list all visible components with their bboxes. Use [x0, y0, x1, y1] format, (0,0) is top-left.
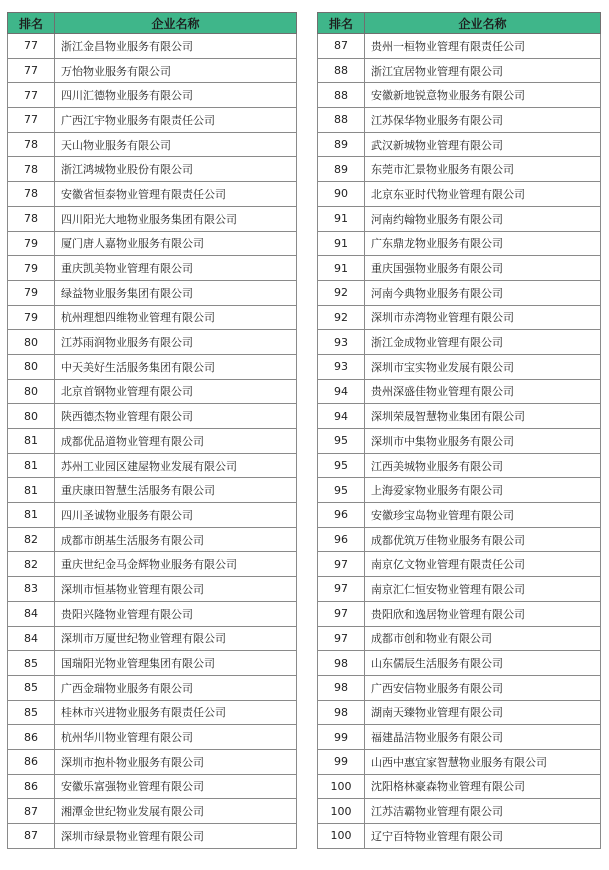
company-name-cell: 成都优筑万佳物业服务有限公司 [365, 527, 601, 552]
company-name-cell: 江苏洁霸物业管理有限公司 [365, 799, 601, 824]
company-name-cell: 北京东亚时代物业管理有限公司 [365, 182, 601, 207]
table-row [318, 725, 601, 750]
rank-cell: 81 [8, 429, 55, 454]
table-row [318, 675, 601, 700]
rank-cell: 84 [8, 626, 55, 651]
rank-cell: 79 [8, 280, 55, 305]
table-row [8, 83, 297, 108]
company-name-cell: 贵州深盛佳物业管理有限公司 [365, 379, 601, 404]
rank-cell: 81 [8, 453, 55, 478]
rank-cell: 78 [8, 157, 55, 182]
table-row [8, 774, 297, 799]
rank-cell: 97 [318, 601, 365, 626]
company-name-cell: 安徽珍宝岛物业管理有限公司 [365, 503, 601, 528]
rank-cell: 93 [318, 354, 365, 379]
company-name-cell: 杭州理想四维物业管理有限公司 [55, 305, 297, 330]
table-row [8, 552, 297, 577]
company-name-cell: 浙江金成物业管理有限公司 [365, 330, 601, 355]
rank-cell: 87 [318, 34, 365, 59]
rank-cell: 86 [8, 749, 55, 774]
table-row [318, 404, 601, 429]
company-name-cell: 贵阳兴隆物业管理有限公司 [55, 601, 297, 626]
rank-cell: 94 [318, 404, 365, 429]
ranking-table-left [7, 12, 297, 849]
rank-cell: 80 [8, 354, 55, 379]
table-row [318, 626, 601, 651]
rank-cell: 96 [318, 527, 365, 552]
company-name-cell: 湘潭金世纪物业发展有限公司 [55, 799, 297, 824]
company-name-cell: 贵州一桓物业管理有限责任公司 [365, 34, 601, 59]
rank-cell: 85 [8, 675, 55, 700]
company-name-cell: 成都市朗基生活服务有限公司 [55, 527, 297, 552]
company-name-cell: 北京首钢物业管理有限公司 [55, 379, 297, 404]
table-row [318, 132, 601, 157]
rank-cell: 78 [8, 132, 55, 157]
rank-cell: 100 [318, 774, 365, 799]
company-name-cell: 江苏雨润物业服务有限公司 [55, 330, 297, 355]
company-name-cell: 桂林市兴进物业服务有限责任公司 [55, 700, 297, 725]
company-name-cell: 苏州工业园区建屋物业发展有限公司 [55, 453, 297, 478]
table-row [318, 206, 601, 231]
company-name-cell: 深圳市万厦世纪物业管理有限公司 [55, 626, 297, 651]
company-name-cell: 辽宁百特物业管理有限公司 [365, 824, 601, 849]
rank-cell: 98 [318, 651, 365, 676]
table-row [8, 503, 297, 528]
table-row [318, 58, 601, 83]
rank-cell: 91 [318, 206, 365, 231]
company-name-cell: 江苏保华物业服务有限公司 [365, 108, 601, 133]
rank-cell: 97 [318, 626, 365, 651]
table-header-row [318, 13, 601, 34]
table-row [8, 280, 297, 305]
rank-cell: 88 [318, 58, 365, 83]
rank-cell: 85 [8, 651, 55, 676]
table-row [8, 379, 297, 404]
rank-cell: 78 [8, 182, 55, 207]
rank-cell: 86 [8, 725, 55, 750]
company-name-cell: 深圳市绿景物业管理有限公司 [55, 824, 297, 849]
table-row [8, 675, 297, 700]
company-name-cell: 浙江金昌物业服务有限公司 [55, 34, 297, 59]
table-row [318, 774, 601, 799]
table-row [8, 305, 297, 330]
table-row [318, 601, 601, 626]
rank-cell: 80 [8, 330, 55, 355]
rank-cell: 80 [8, 379, 55, 404]
rank-cell: 84 [8, 601, 55, 626]
rank-cell: 83 [8, 577, 55, 602]
rank-cell: 77 [8, 58, 55, 83]
company-name-cell: 杭州华川物业管理有限公司 [55, 725, 297, 750]
company-name-cell: 深圳市恒基物业管理有限公司 [55, 577, 297, 602]
rank-cell: 79 [8, 256, 55, 281]
rank-cell: 77 [8, 83, 55, 108]
company-name-cell: 深圳市抱朴物业服务有限公司 [55, 749, 297, 774]
rank-cell: 92 [318, 305, 365, 330]
table-row [8, 157, 297, 182]
table-row [8, 651, 297, 676]
company-name-header: 企业名称 [55, 13, 297, 34]
table-row [318, 552, 601, 577]
table-row [8, 749, 297, 774]
table-row [318, 453, 601, 478]
ranking-table-right [317, 12, 601, 849]
table-row [318, 34, 601, 59]
table-row [8, 182, 297, 207]
rank-cell: 87 [8, 799, 55, 824]
company-name-cell: 上海爱家物业服务有限公司 [365, 478, 601, 503]
table-body [8, 34, 297, 849]
table-row [318, 429, 601, 454]
rank-cell: 89 [318, 132, 365, 157]
company-name-cell: 成都优品道物业管理有限公司 [55, 429, 297, 454]
company-name-cell: 浙江宜居物业管理有限公司 [365, 58, 601, 83]
company-name-cell: 重庆康田智慧生活服务有限公司 [55, 478, 297, 503]
table-row [8, 429, 297, 454]
rank-cell: 86 [8, 774, 55, 799]
rank-cell: 79 [8, 231, 55, 256]
rank-cell: 93 [318, 330, 365, 355]
rank-header: 排名 [318, 13, 365, 34]
table-row [318, 577, 601, 602]
table-row [8, 453, 297, 478]
company-name-cell: 广西江宇物业服务有限责任公司 [55, 108, 297, 133]
company-name-cell: 东莞市汇景物业服务有限公司 [365, 157, 601, 182]
table-row [318, 651, 601, 676]
rank-cell: 85 [8, 700, 55, 725]
table-row [318, 478, 601, 503]
table-row [8, 108, 297, 133]
company-name-cell: 重庆国强物业服务有限公司 [365, 256, 601, 281]
table-row [8, 404, 297, 429]
company-name-cell: 四川阳光大地物业服务集团有限公司 [55, 206, 297, 231]
rank-cell: 97 [318, 552, 365, 577]
company-name-cell: 山西中惠宜家智慧物业服务有限公司 [365, 749, 601, 774]
table-row [8, 132, 297, 157]
rank-cell: 88 [318, 83, 365, 108]
table-row [318, 182, 601, 207]
table-row [8, 725, 297, 750]
company-name-cell: 南京汇仁恒安物业管理有限公司 [365, 577, 601, 602]
rank-cell: 82 [8, 527, 55, 552]
table-row [318, 108, 601, 133]
company-name-cell: 天山物业服务有限公司 [55, 132, 297, 157]
company-name-cell: 深圳荣晟智慧物业集团有限公司 [365, 404, 601, 429]
table-row [8, 626, 297, 651]
rank-cell: 95 [318, 478, 365, 503]
table-row [318, 305, 601, 330]
company-name-cell: 浙江鸿城物业股份有限公司 [55, 157, 297, 182]
table-row [8, 231, 297, 256]
table-body [318, 34, 601, 849]
rank-cell: 100 [318, 799, 365, 824]
company-name-cell: 绿益物业服务集团有限公司 [55, 280, 297, 305]
company-name-cell: 福建晶洁物业服务有限公司 [365, 725, 601, 750]
company-name-cell: 广东鼎龙物业服务有限公司 [365, 231, 601, 256]
company-name-cell: 安徽省恒泰物业管理有限责任公司 [55, 182, 297, 207]
company-name-cell: 河南今典物业服务有限公司 [365, 280, 601, 305]
rank-cell: 91 [318, 256, 365, 281]
table-row [318, 330, 601, 355]
company-name-cell: 河南约翰物业服务有限公司 [365, 206, 601, 231]
company-name-cell: 重庆世纪金马金辉物业服务有限公司 [55, 552, 297, 577]
company-name-cell: 江西美城物业服务有限公司 [365, 453, 601, 478]
table-row [318, 83, 601, 108]
rank-cell: 100 [318, 824, 365, 849]
table-row [8, 601, 297, 626]
company-name-cell: 广西安信物业服务有限公司 [365, 675, 601, 700]
company-name-cell: 深圳市赤湾物业管理有限公司 [365, 305, 601, 330]
table-row [8, 354, 297, 379]
table-row [318, 700, 601, 725]
company-name-cell: 中天美好生活服务集团有限公司 [55, 354, 297, 379]
rank-cell: 80 [8, 404, 55, 429]
table-row [8, 700, 297, 725]
table-row [318, 280, 601, 305]
company-name-cell: 陕西德杰物业管理有限公司 [55, 404, 297, 429]
table-row [318, 354, 601, 379]
rank-cell: 79 [8, 305, 55, 330]
company-name-cell: 贵阳欣和逸居物业管理有限公司 [365, 601, 601, 626]
rank-cell: 90 [318, 182, 365, 207]
rank-cell: 88 [318, 108, 365, 133]
table-row [8, 256, 297, 281]
company-name-cell: 重庆凯美物业管理有限公司 [55, 256, 297, 281]
rank-cell: 78 [8, 206, 55, 231]
company-name-cell: 武汉新城物业管理有限公司 [365, 132, 601, 157]
table-row [318, 157, 601, 182]
rank-cell: 96 [318, 503, 365, 528]
table-row [318, 256, 601, 281]
table-row [318, 527, 601, 552]
company-name-cell: 厦门唐人嘉物业服务有限公司 [55, 231, 297, 256]
rank-cell: 95 [318, 429, 365, 454]
rank-cell: 81 [8, 478, 55, 503]
table-row [318, 749, 601, 774]
company-name-header: 企业名称 [365, 13, 601, 34]
table-row [318, 503, 601, 528]
company-name-cell: 南京亿文物业管理有限责任公司 [365, 552, 601, 577]
company-name-cell: 四川圣诚物业服务有限公司 [55, 503, 297, 528]
rank-cell: 99 [318, 749, 365, 774]
rank-cell: 77 [8, 34, 55, 59]
table-row [318, 799, 601, 824]
company-name-cell: 成都市创和物业有限公司 [365, 626, 601, 651]
rank-cell: 92 [318, 280, 365, 305]
company-name-cell: 湖南天臻物业管理有限公司 [365, 700, 601, 725]
company-name-cell: 沈阳格林豪森物业管理有限公司 [365, 774, 601, 799]
rank-cell: 91 [318, 231, 365, 256]
table-row [318, 231, 601, 256]
company-name-cell: 安徽乐富强物业管理有限公司 [55, 774, 297, 799]
company-name-cell: 国瑞阳光物业管理集团有限公司 [55, 651, 297, 676]
table-row [8, 577, 297, 602]
rank-cell: 97 [318, 577, 365, 602]
company-name-cell: 山东儒辰生活服务有限公司 [365, 651, 601, 676]
company-name-cell: 四川汇德物业服务有限公司 [55, 83, 297, 108]
table-row [318, 379, 601, 404]
table-row [8, 58, 297, 83]
rank-cell: 98 [318, 675, 365, 700]
rank-cell: 89 [318, 157, 365, 182]
table-row [8, 34, 297, 59]
rank-cell: 94 [318, 379, 365, 404]
rank-header: 排名 [8, 13, 55, 34]
table-row [8, 824, 297, 849]
table-header-row [8, 13, 297, 34]
company-name-cell: 广西金瑞物业服务有限公司 [55, 675, 297, 700]
rank-cell: 98 [318, 700, 365, 725]
table-row [8, 799, 297, 824]
rank-cell: 82 [8, 552, 55, 577]
rank-cell: 95 [318, 453, 365, 478]
rank-cell: 99 [318, 725, 365, 750]
company-name-cell: 万怡物业服务有限公司 [55, 58, 297, 83]
company-name-cell: 安徽新地锐意物业服务有限公司 [365, 83, 601, 108]
rank-cell: 81 [8, 503, 55, 528]
table-row [8, 330, 297, 355]
company-name-cell: 深圳市中集物业服务有限公司 [365, 429, 601, 454]
rank-cell: 77 [8, 108, 55, 133]
table-row [318, 824, 601, 849]
rank-cell: 87 [8, 824, 55, 849]
company-name-cell: 深圳市宝实物业发展有限公司 [365, 354, 601, 379]
table-row [8, 206, 297, 231]
table-row [8, 478, 297, 503]
table-row [8, 527, 297, 552]
